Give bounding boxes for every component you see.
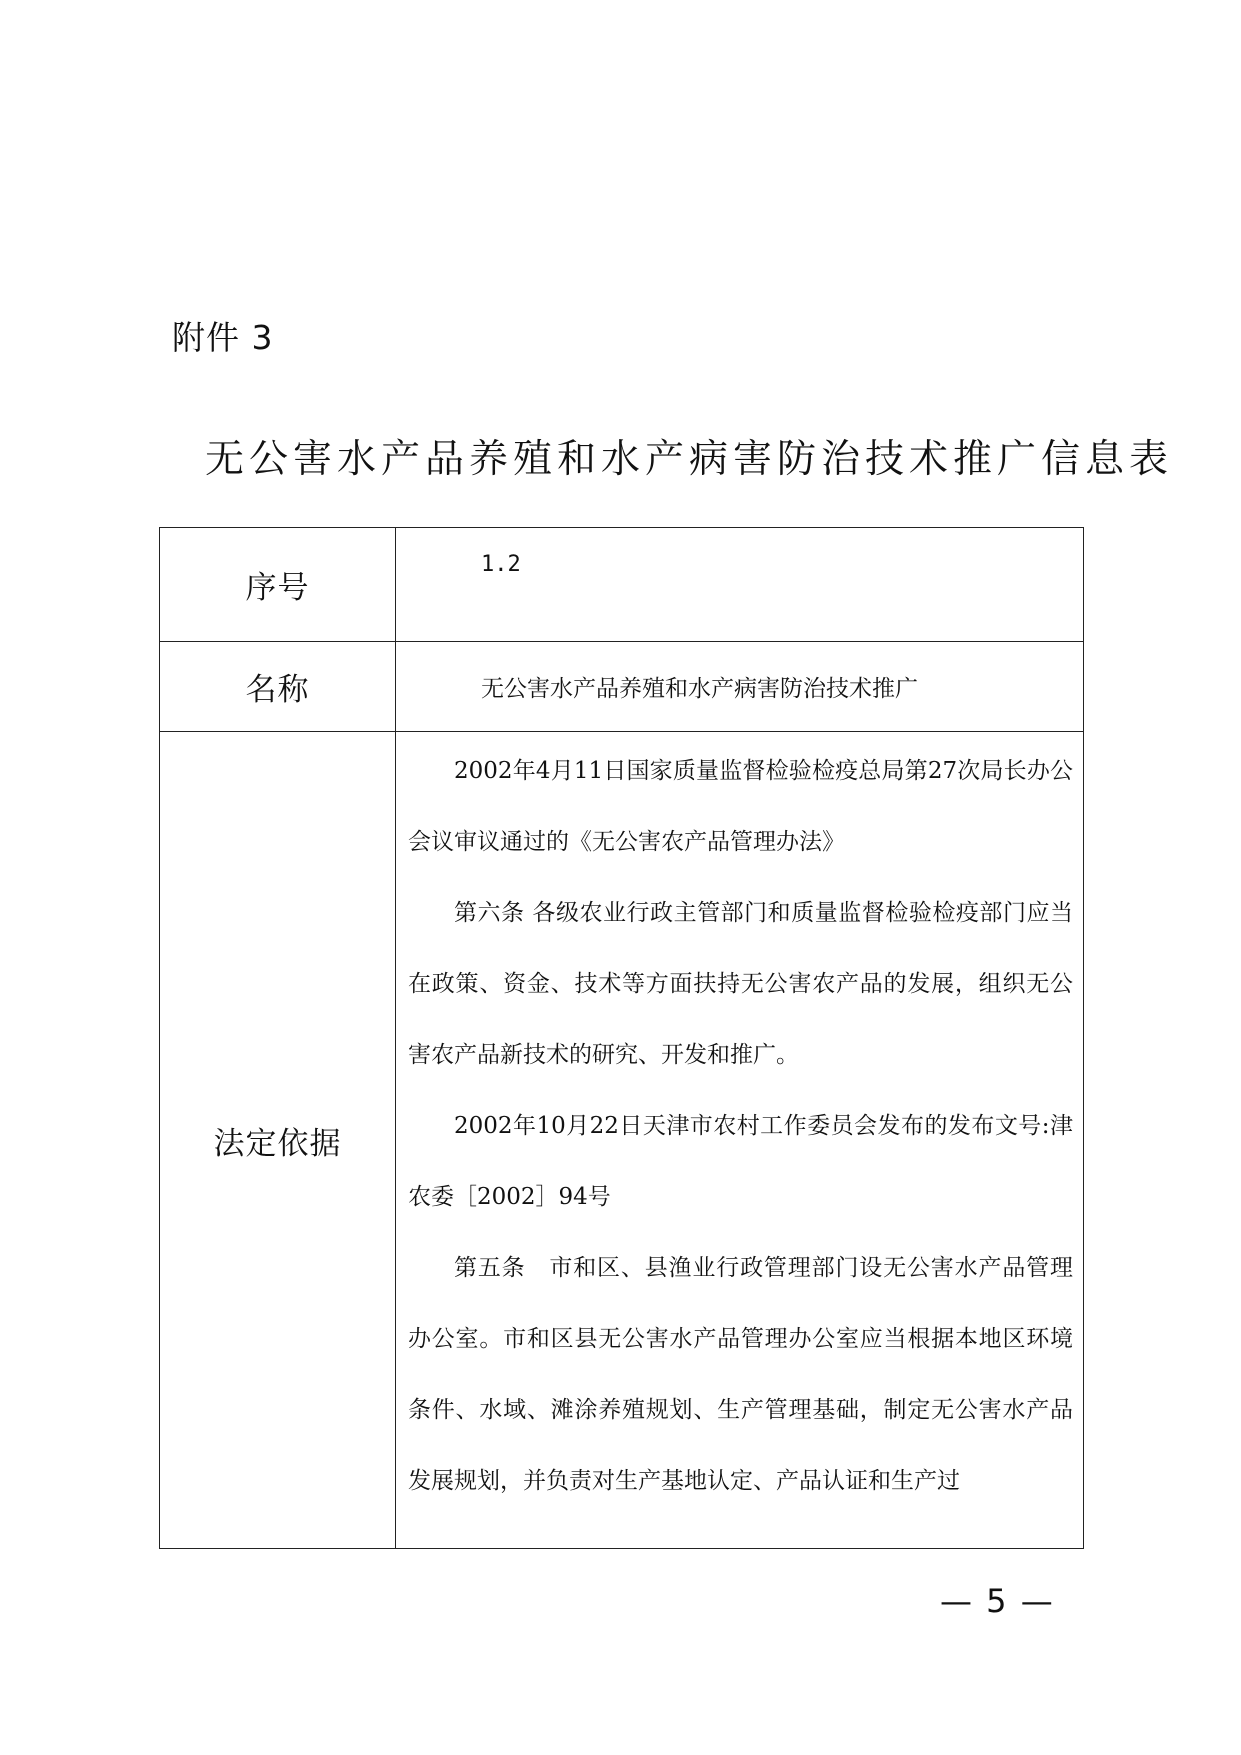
name-label: 名称 <box>160 642 396 732</box>
legal-basis-paragraph: 2002年4月11日国家质量监督检验检疫总局第27次局长办公会议审议通过的《无公害农产品管理办法》 <box>408 758 1073 855</box>
info-table <box>159 527 1084 1549</box>
document-title: 无公害水产品养殖和水产病害防治技术推广信息表 <box>205 437 1174 482</box>
name-value: 无公害水产品养殖和水产病害防治技术推广 <box>396 642 1084 732</box>
annex-label: 附件 3 <box>172 318 274 357</box>
legal-basis-content <box>396 732 1084 1549</box>
serial-number-label: 序号 <box>160 528 396 642</box>
legal-basis-paragraph: 第六条 各级农业行政主管部门和质量监督检验检疫部门应当在政策、资金、技术等方面扶持无公害农产品的发展，组织无公害农产品新技术的研究、开发和推广。 <box>408 900 1073 1068</box>
table-row-serial-number <box>160 528 1084 642</box>
serial-number-value: 1.2 <box>396 528 1084 642</box>
legal-basis-label: 法定依据 <box>160 732 396 1549</box>
legal-basis-paragraph: 2002年10月22日天津市农村工作委员会发布的发布文号:津农委［2002］94号 <box>408 1113 1073 1210</box>
legal-basis-paragraph: 第五条 市和区、县渔业行政管理部门设无公害水产品管理办公室。市和区县无公害水产品管理办公室应当根据本地区环境条件、水域、滩涂养殖规划、生产管理基础，制定无公害水产品发展规划，并负责对生产基地认定、产品认证和生产过 <box>408 1255 1073 1494</box>
table-row-legal-basis <box>160 732 1084 1549</box>
table-row-name <box>160 642 1084 732</box>
page-number: — 5 — <box>940 1582 1055 1620</box>
